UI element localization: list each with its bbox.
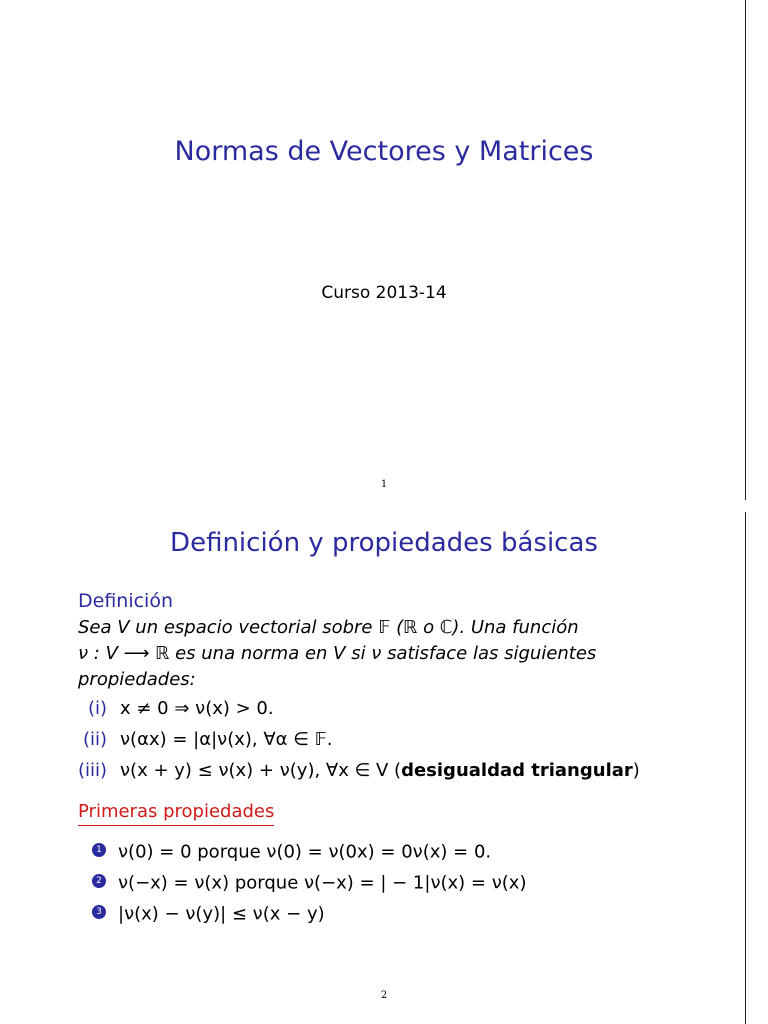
property-emphasis: desigualdad triangular	[401, 760, 633, 781]
slide-title: Normas de Vectores y Matrices	[174, 136, 594, 167]
definition-line: Sea V un espacio vectorial sobre 𝔽 (ℝ o ℂ). Una función	[78, 617, 579, 638]
section-heading: Primeras propiedades	[78, 801, 274, 826]
numbered-bullet-icon: 1	[92, 843, 106, 857]
slide-page-2	[0, 512, 768, 1024]
definition-heading: Definición	[78, 590, 173, 612]
property-text: ν(αx) = |α|ν(x), ∀α ∈ 𝔽.	[120, 729, 333, 750]
numbered-bullet-icon: 3	[92, 905, 106, 919]
list-item-text: |ν(x) − ν(y)| ≤ ν(x − y)	[118, 903, 325, 925]
list-item	[92, 903, 325, 925]
property-text-group	[120, 760, 640, 781]
property-label: (iii)	[78, 760, 108, 781]
list-item	[92, 872, 526, 894]
definition-line: propiedades:	[78, 669, 196, 690]
page-edge-line	[745, 0, 746, 500]
list-item	[92, 841, 491, 863]
definition-line: ν : V ⟶ ℝ es una norma en V si ν satisface las siguientes	[78, 643, 597, 664]
property-text: x ≠ 0 ⇒ ν(x) > 0.	[120, 698, 274, 719]
property-text: ν(x + y) ≤ ν(x) + ν(y), ∀x ∈ V (	[120, 760, 402, 781]
slide-subtitle: Curso 2013-14	[321, 283, 447, 303]
list-item-text: ν(0) = 0 porque ν(0) = ν(0x) = 0ν(x) = 0.	[118, 841, 492, 863]
property-label: (i)	[88, 698, 108, 719]
page-edge-line	[745, 512, 746, 1024]
numbered-bullet-icon: 2	[92, 874, 106, 888]
page-number: 1	[380, 479, 388, 490]
slide-title: Definición y propiedades básicas	[170, 528, 598, 558]
list-item-text: ν(−x) = ν(x) porque ν(−x) = | − 1|ν(x) = ν(x)	[118, 872, 527, 894]
property-label: (ii)	[83, 729, 108, 750]
property-suffix: )	[632, 760, 640, 781]
page-number: 2	[380, 990, 388, 1001]
